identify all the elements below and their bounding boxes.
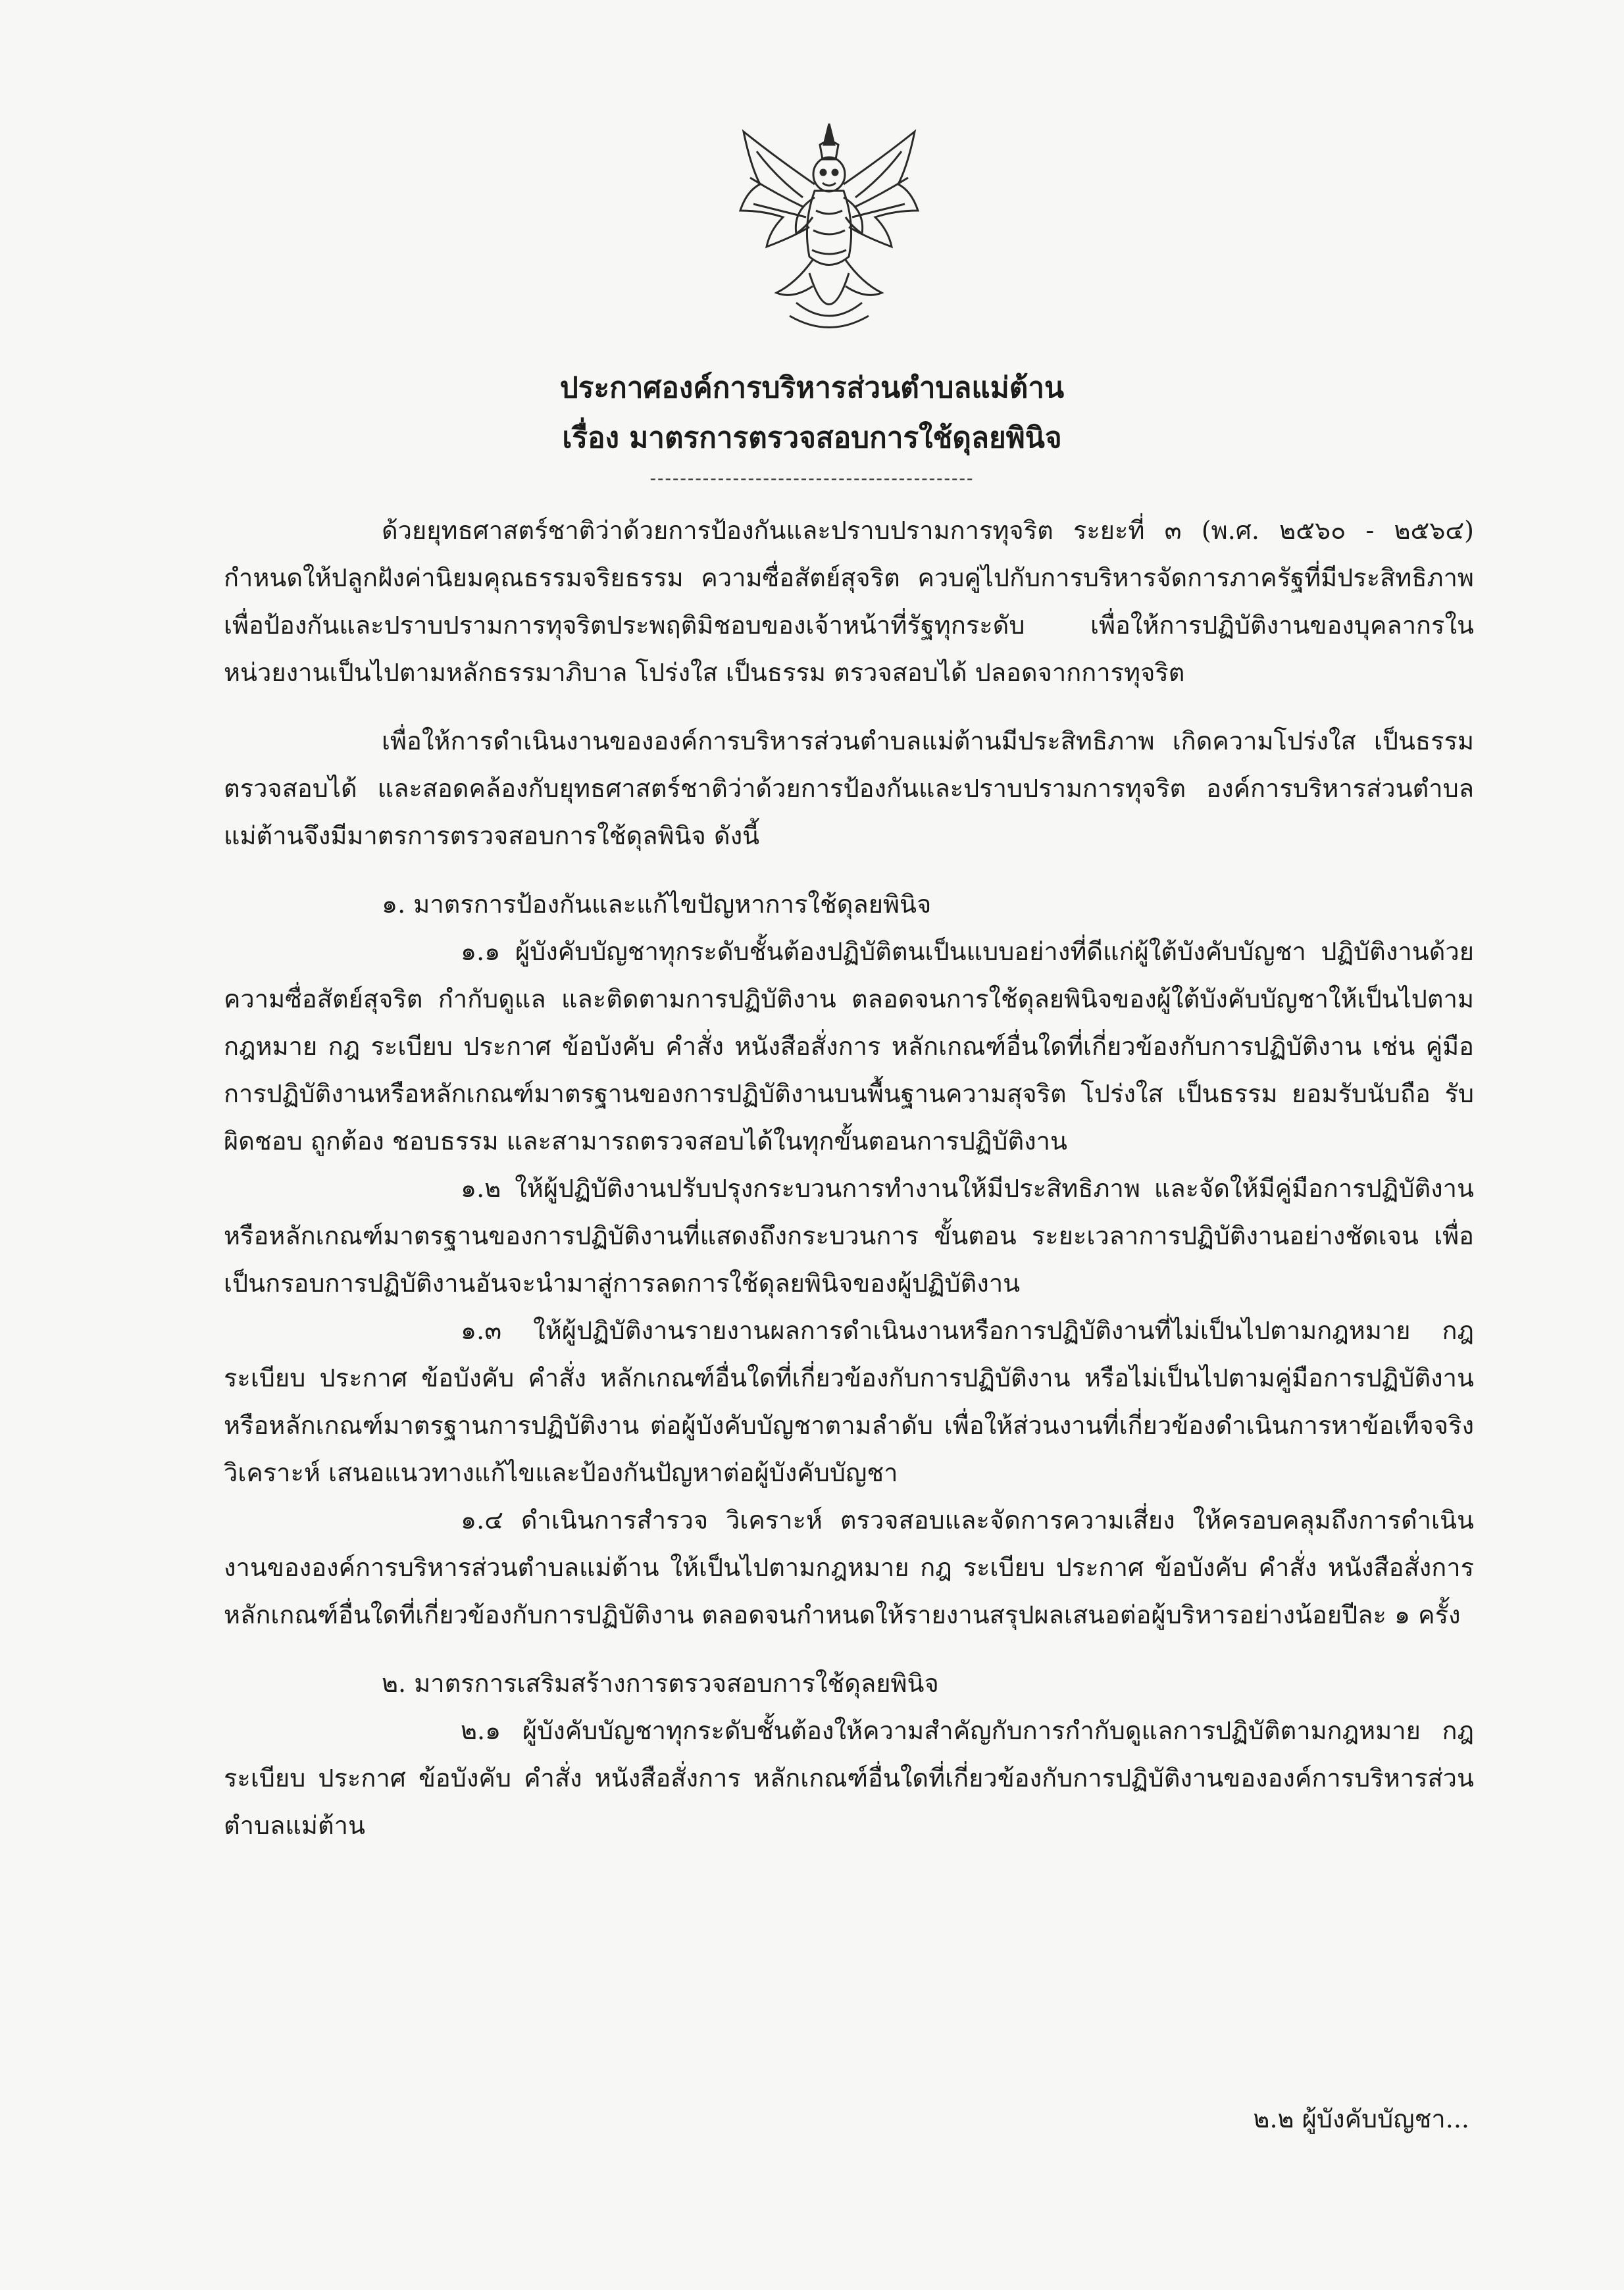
section-1-item-4: ๑.๔ ดำเนินการสำรวจ วิเคราะห์ ตรวจสอบและจัดการความเสี่ยง ให้ครอบคลุมถึงการดำเนินงานขององค์การบริหารส่วนตำบลแม่ต้าน ให้เป็นไปตามกฎหมาย กฎ ระเบียบ ประกาศ ข้อบังคับ คำสั่ง หนังสือสั่งการ หลักเกณฑ์อื่นใดที่เกี่ยวข้องกับการปฏิบัติงาน ตลอดจนกำหนดให้รายงานสรุปผลเสนอต่อผู้บริหารอย่างน้อยปีละ ๑ ครั้ง [224, 1506, 1474, 1629]
next-page-marker: ๒.๒ ผู้บังคับบัญชา... [1253, 2104, 1469, 2133]
garuda-emblem-icon [730, 118, 928, 336]
intro-paragraph-1: ด้วยยุทธศาสตร์ชาติว่าด้วยการป้องกันและปราบปรามการทุจริต ระยะที่ ๓ (พ.ศ. ๒๕๖๐ - ๒๕๖๔) กำหนดให้ปลูกฝังค่านิยมคุณธรรมจริยธรรม ความซื่อสัตย์สุจริต ควบคู่ไปกับการบริหารจัดการภาครัฐที่มีประสิทธิภาพ เพื่อป้องกันและปราบปรามการทุจริตประพฤติมิชอบของเจ้าหน้าที่รัฐทุกระดับ เพื่อให้การปฏิบัติงานของบุคลากรในหน่วยงานเป็นไปตามหลักธรรมาภิบาล โปร่งใส เป็นธรรม ตรวจสอบได้ ปลอดจากการทุจริต [224, 516, 1474, 687]
section-1-item-1: ๑.๑ ผู้บังคับบัญชาทุกระดับชั้นต้องปฏิบัติตนเป็นแบบอย่างที่ดีแก่ผู้ใต้บังคับบัญชา ปฏิบัติงานด้วยความซื่อสัตย์สุจริต กำกับดูแล และติดตามการปฏิบัติงาน ตลอดจนการใช้ดุลยพินิจของผู้ใต้บังคับบัญชาให้เป็นไปตามกฎหมาย กฎ ระเบียบ ประกาศ ข้อบังคับ คำสั่ง หนังสือสั่งการ หลักเกณฑ์อื่นใดที่เกี่ยวข้องกับการปฏิบัติงาน เช่น คู่มือการปฏิบัติงานหรือหลักเกณฑ์มาตรฐานของการปฏิบัติงานบนพื้นฐานความสุจริต โปร่งใส เป็นธรรม ยอมรับนับถือ รับผิดชอบ ถูกต้อง ชอบธรรม และสามารถตรวจสอบได้ในทุกขั้นตอนการปฏิบัติงาน [224, 937, 1474, 1156]
announcement-title: ประกาศองค์การบริหารส่วนตำบลแม่ต้าน [559, 371, 1065, 405]
section-2-item-1: ๒.๑ ผู้บังคับบัญชาทุกระดับชั้นต้องให้ความสำคัญกับการกำกับดูแลการปฏิบัติตามกฎหมาย กฎ ระเบียบ ประกาศ ข้อบังคับ คำสั่ง หนังสือสั่งการ หลักเกณฑ์อื่นใดที่เกี่ยวข้องกับการปฏิบัติงานขององค์การบริหารส่วนตำบลแม่ต้าน [224, 1716, 1474, 1840]
intro-paragraph-2: เพื่อให้การดำเนินงานขององค์การบริหารส่วนตำบลแม่ต้านมีประสิทธิภาพ เกิดความโปร่งใส เป็นธรรม ตรวจสอบได้ และสอดคล้องกับยุทธศาสตร์ชาติว่าด้วยการป้องกันและปราบปรามการทุจริต องค์การบริหารส่วนตำบลแม่ต้านจึงมีมาตรการตรวจสอบการใช้ดุลพินิจ ดังนี้ [224, 726, 1474, 850]
section-1-item-3: ๑.๓ ให้ผู้ปฏิบัติงานรายงานผลการดำเนินงานหรือการปฏิบัติงานที่ไม่เป็นไปตามกฎหมาย กฎ ระเบียบ ประกาศ ข้อบังคับ คำสั่ง หลักเกณฑ์อื่นใดที่เกี่ยวข้องกับการปฏิบัติงาน หรือไม่เป็นไปตามคู่มือการปฏิบัติงานหรือหลักเกณฑ์มาตรฐานการปฏิบัติงาน ต่อผู้บังคับบัญชาตามลำดับ เพื่อให้ส่วนงานที่เกี่ยวข้องดำเนินการหาข้อเท็จจริง วิเคราะห์ เสนอแนวทางแก้ไขและป้องกันปัญหาต่อผู้บังคับบัญชา [224, 1316, 1474, 1487]
announcement-subject: เรื่อง มาตรการตรวจสอบการใช้ดุลยพินิจ [562, 421, 1062, 455]
title-separator: ------------------------------------------- [649, 467, 975, 489]
document-body [224, 507, 1474, 1849]
section-1-heading: ๑. มาตรการป้องกันและแก้ไขปัญหาการใช้ดุลยพินิจ [382, 890, 932, 919]
section-1-item-2: ๑.๒ ให้ผู้ปฏิบัติงานปรับปรุงกระบวนการทำงานให้มีประสิทธิภาพ และจัดให้มีคู่มือการปฏิบัติงานหรือหลักเกณฑ์มาตรฐานของการปฏิบัติงานที่แสดงถึงกระบวนการ ขั้นตอน ระยะเวลาการปฏิบัติงานอย่างชัดเจน เพื่อเป็นกรอบการปฏิบัติงานอันจะนำมาสู่การลดการใช้ดุลยพินิจของผู้ปฏิบัติงาน [224, 1174, 1474, 1298]
section-2-heading: ๒. มาตรการเสริมสร้างการตรวจสอบการใช้ดุลยพินิจ [382, 1669, 939, 1698]
